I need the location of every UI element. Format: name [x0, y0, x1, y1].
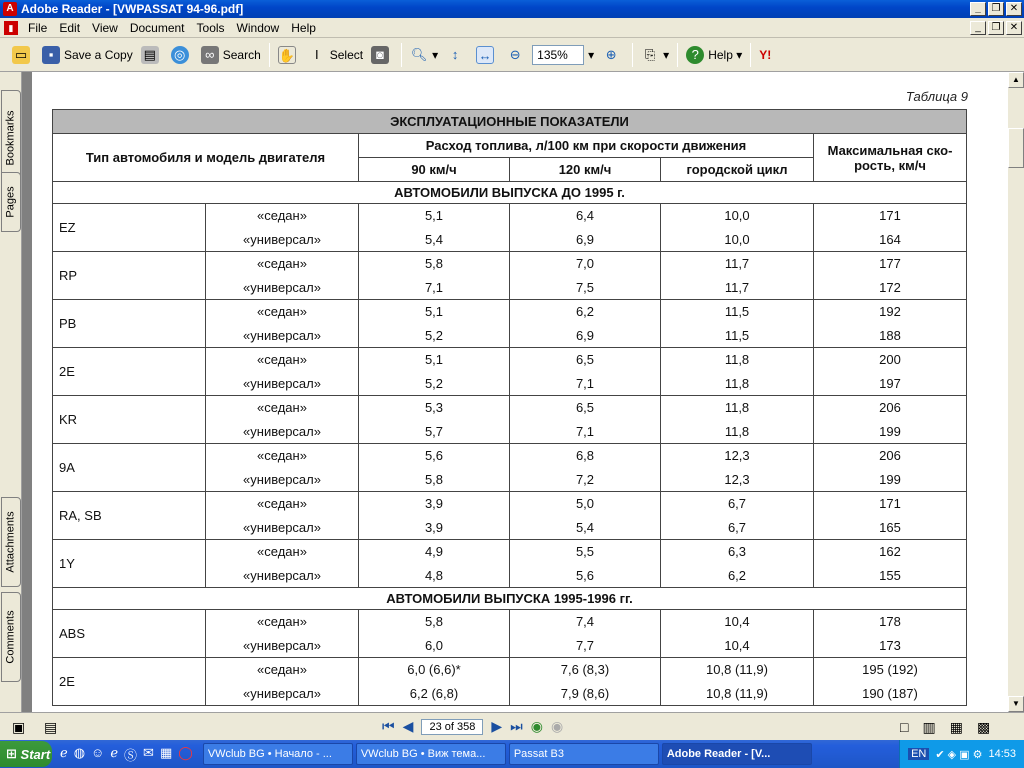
email-button[interactable]	[167, 42, 197, 68]
table-cell: 7,5	[510, 276, 661, 300]
table-cell: 195 (192)	[814, 658, 967, 682]
table-cell: 5,6	[359, 444, 510, 468]
table-cell: 10,4	[661, 634, 814, 658]
table-row	[53, 492, 967, 516]
table-row	[53, 252, 967, 276]
bookmarks-label: Bookmarks	[5, 110, 17, 166]
table-cell: 206	[814, 444, 967, 468]
table-row	[53, 444, 967, 468]
table-cell: 10,8 (11,9)	[661, 658, 814, 682]
document-view[interactable]	[22, 72, 1008, 712]
fit-width-button[interactable]	[472, 42, 502, 68]
table-cell: 5,2	[359, 372, 510, 396]
table-cell: 200	[814, 348, 967, 372]
app-icon[interactable]: ◍	[73, 744, 86, 760]
minus-circle-icon: ⊖	[509, 46, 521, 62]
menu-window[interactable]: Window	[236, 20, 280, 35]
scroll-up-button[interactable]: ▲	[1008, 72, 1024, 88]
table-cell: 162	[814, 540, 967, 564]
table-cell: 5,6	[510, 564, 661, 588]
previous-page-button[interactable]: ◀	[402, 718, 414, 734]
table-cell: 5,1	[359, 204, 510, 228]
first-page-button[interactable]: ⏮	[382, 718, 395, 734]
task-vwclub-1[interactable]	[203, 743, 353, 765]
table-cell: 10,0	[661, 204, 814, 228]
menu-file[interactable]: File	[28, 20, 48, 35]
fit-width-icon: ↔	[476, 46, 494, 64]
status-bar	[0, 712, 1024, 740]
table-cell: 6,5	[510, 348, 661, 372]
table-cell: 188	[814, 324, 967, 348]
last-page-button[interactable]: ⏭	[510, 718, 523, 734]
tab-comments[interactable]	[1, 592, 21, 682]
table-cell: 7,4	[510, 610, 661, 634]
menu-bar	[0, 18, 1024, 38]
search-label: Search	[222, 47, 261, 62]
performance-table	[52, 109, 967, 706]
body-type: «седан»	[206, 492, 359, 516]
body-type: «седан»	[206, 252, 359, 276]
engine-model: KR	[53, 396, 206, 444]
engine-model: 9A	[53, 444, 206, 492]
table-row	[53, 348, 967, 372]
globe-icon: ◎	[171, 46, 189, 64]
table-cell: 10,4	[661, 610, 814, 634]
task-passat-folder[interactable]	[509, 743, 659, 765]
table-row	[53, 610, 967, 634]
table-cell: 7,1	[510, 420, 661, 444]
task-label: VWclub BG • Начало - ...	[207, 748, 332, 760]
select-label: Select	[329, 47, 364, 62]
ie-icon[interactable]: ℯ	[60, 744, 68, 760]
engine-model: PB	[53, 300, 206, 348]
fit-height-button[interactable]	[442, 42, 472, 68]
col-header-city: городской цикл	[661, 158, 814, 182]
zoom-level-input[interactable]: 135%	[532, 45, 584, 65]
minimize-button[interactable]: _	[970, 2, 986, 16]
engine-model: RP	[53, 252, 206, 300]
table-cell: 11,5	[661, 324, 814, 348]
toolbar-separator	[632, 43, 633, 67]
help-label: Help	[708, 47, 733, 62]
table-cell: 3,9	[359, 492, 510, 516]
tab-pages[interactable]	[1, 172, 21, 232]
doc-minimize-button[interactable]: _	[970, 21, 986, 35]
doc-close-button[interactable]: ✕	[1006, 21, 1022, 35]
table-cell: 5,1	[359, 348, 510, 372]
search-button[interactable]	[197, 42, 265, 68]
table-cell: 7,9 (8,6)	[510, 682, 661, 706]
table-cell: 5,1	[359, 300, 510, 324]
page-rotate-icon: ⎘	[644, 46, 656, 62]
pdf-page	[32, 72, 1008, 712]
body-type: «универсал»	[206, 372, 359, 396]
table-cell: 192	[814, 300, 967, 324]
task-label: Adobe Reader - [V...	[666, 748, 771, 760]
browser-icon[interactable]: ℯ	[110, 744, 119, 760]
body-type: «универсал»	[206, 276, 359, 300]
table-cell: 190 (187)	[814, 682, 967, 706]
table-row	[53, 658, 967, 682]
tray-icons[interactable]: ✔ ◈ ▣ ⚙	[935, 748, 983, 761]
toolbar-separator	[677, 43, 678, 67]
table-label: Таблица 9	[905, 89, 968, 104]
table-cell: 172	[814, 276, 967, 300]
quick-launch	[60, 745, 193, 764]
text-cursor-icon: I	[314, 46, 319, 62]
col-header-90: 90 км/ч	[359, 158, 510, 182]
table-cell: 6,4	[510, 204, 661, 228]
body-type: «универсал»	[206, 564, 359, 588]
folder-icon: ▭	[12, 46, 30, 64]
opera-icon[interactable]: ◯	[178, 744, 193, 760]
table-cell: 5,8	[359, 610, 510, 634]
pages-label: Pages	[5, 186, 18, 218]
table-cell: 12,3	[661, 468, 814, 492]
taskbar	[0, 740, 1024, 768]
scroll-thumb[interactable]	[1008, 128, 1024, 168]
clock: 14:53	[988, 748, 1016, 760]
page-number-field[interactable]: 23 of 358	[421, 719, 483, 735]
task-label: Passat B3	[513, 748, 564, 760]
table-cell: 10,0	[661, 228, 814, 252]
table-cell: 6,0	[359, 634, 510, 658]
table-cell: 3,9	[359, 516, 510, 540]
engine-model: 2E	[53, 348, 206, 396]
table-cell: 11,8	[661, 420, 814, 444]
table-cell: 199	[814, 420, 967, 444]
table-cell: 6,9	[510, 228, 661, 252]
snapshot-button[interactable]	[367, 42, 397, 68]
toolbar-separator	[401, 43, 402, 67]
continuous-facing-icon[interactable]: ▩	[976, 719, 991, 735]
body-type: «седан»	[206, 444, 359, 468]
table-cell: 6,3	[661, 540, 814, 564]
title-bar	[0, 0, 1024, 18]
engine-model: RA, SB	[53, 492, 206, 540]
table-cell: 206	[814, 396, 967, 420]
attachments-label: Attachments	[5, 511, 18, 573]
table-cell: 5,4	[359, 228, 510, 252]
mail-icon[interactable]: ✉	[143, 744, 154, 760]
table-cell: 11,7	[661, 276, 814, 300]
facing-icon[interactable]: ▦	[949, 719, 963, 735]
table-cell: 11,7	[661, 252, 814, 276]
table-cell: 10,8 (11,9)	[661, 682, 814, 706]
table-cell: 165	[814, 516, 967, 540]
body-type: «универсал»	[206, 682, 359, 706]
table-cell: 11,8	[661, 348, 814, 372]
body-type: «универсал»	[206, 634, 359, 658]
table-row	[53, 396, 967, 420]
page-thumb-icon[interactable]: ▤	[44, 719, 58, 735]
body-type: «универсал»	[206, 324, 359, 348]
table-cell: 6,5	[510, 396, 661, 420]
table-cell: 11,8	[661, 372, 814, 396]
table-cell: 7,0	[510, 252, 661, 276]
single-page-icon[interactable]: □	[900, 719, 909, 735]
col-header-max: Максимальная ско-рость, км/ч	[814, 134, 967, 182]
table-cell: 155	[814, 564, 967, 588]
go-back-icon[interactable]: ◉	[530, 718, 543, 734]
start-button[interactable]	[0, 741, 52, 767]
table-cell: 6,7	[661, 516, 814, 540]
table-row	[53, 204, 967, 228]
menu-view[interactable]: View	[92, 20, 118, 35]
table-cell: 6,2 (6,8)	[359, 682, 510, 706]
table-title: ЭКСПЛУАТАЦИОННЫЕ ПОКАЗАТЕЛИ	[53, 110, 967, 134]
tab-attachments[interactable]	[1, 497, 21, 587]
body-type: «седан»	[206, 348, 359, 372]
table-cell: 6,2	[510, 300, 661, 324]
maximize-button[interactable]: ❐	[988, 2, 1004, 16]
body-type: «седан»	[206, 396, 359, 420]
table-cell: 11,8	[661, 396, 814, 420]
flag-uk-icon[interactable]: ▦	[159, 744, 173, 760]
table-cell: 178	[814, 610, 967, 634]
plus-circle-icon: ⊕	[605, 46, 617, 62]
menu-tools[interactable]: Tools	[196, 20, 225, 35]
yahoo-icon: Y!	[759, 47, 772, 62]
task-label: VWclub BG • Виж тема...	[360, 748, 486, 760]
table-cell: 5,8	[359, 252, 510, 276]
table-cell: 6,0 (6,6)*	[359, 658, 510, 682]
doc-restore-button[interactable]: ❐	[988, 21, 1004, 35]
start-label: Start	[20, 746, 51, 762]
system-tray	[899, 740, 1024, 768]
toolbar-separator	[750, 43, 751, 67]
body-type: «седан»	[206, 658, 359, 682]
table-cell: 6,2	[661, 564, 814, 588]
toolbar	[0, 38, 1024, 72]
table-row	[53, 300, 967, 324]
panel-toggle-icon[interactable]: ▣	[12, 719, 26, 735]
table-cell: 171	[814, 492, 967, 516]
help-button[interactable]: ? Help ▾	[682, 42, 746, 68]
table-cell: 6,9	[510, 324, 661, 348]
table-cell: 164	[814, 228, 967, 252]
save-copy-button[interactable]	[38, 42, 137, 68]
zoom-in-button[interactable]	[598, 42, 628, 68]
zoom-out-button[interactable]	[502, 42, 532, 68]
zoom-dropdown[interactable]: ▾	[588, 47, 595, 62]
comments-label: Comments	[5, 610, 17, 664]
windows-logo-icon: ⊞	[6, 746, 17, 761]
continuous-icon[interactable]: ▥	[922, 719, 936, 735]
body-type: «седан»	[206, 300, 359, 324]
table-row	[53, 540, 967, 564]
help-icon: ?	[686, 46, 704, 64]
table-cell: 6,7	[661, 492, 814, 516]
menu-edit[interactable]: Edit	[59, 20, 81, 35]
table-cell: 11,5	[661, 300, 814, 324]
binoculars-icon: ∞	[201, 46, 219, 64]
body-type: «универсал»	[206, 516, 359, 540]
save-copy-label: Save a Copy	[64, 47, 133, 62]
menu-document[interactable]: Document	[129, 20, 185, 35]
table-cell: 173	[814, 634, 967, 658]
hand-icon: ✋	[278, 47, 295, 63]
skype-icon[interactable]: Ⓢ	[124, 747, 138, 763]
table-cell: 4,8	[359, 564, 510, 588]
task-vwclub-2[interactable]	[356, 743, 506, 765]
table-cell: 7,7	[510, 634, 661, 658]
select-tool-button[interactable]	[304, 42, 367, 68]
table-cell: 5,5	[510, 540, 661, 564]
col-header-120: 120 км/ч	[510, 158, 661, 182]
body-type: «универсал»	[206, 420, 359, 444]
navigation-panel	[0, 72, 22, 712]
col-header-type: Тип автомобиля и модель двигателя	[53, 134, 359, 182]
print-button[interactable]	[137, 42, 167, 68]
table-cell: 5,0	[510, 492, 661, 516]
toolbar-separator	[269, 43, 270, 67]
body-type: «седан»	[206, 610, 359, 634]
section-title: АВТОМОБИЛИ ВЫПУСКА ДО 1995 г.	[53, 182, 967, 204]
body-type: «седан»	[206, 540, 359, 564]
body-type: «седан»	[206, 204, 359, 228]
rotate-button[interactable]: ⎘ ▾	[637, 42, 673, 68]
table-cell: 7,1	[510, 372, 661, 396]
table-cell: 5,2	[359, 324, 510, 348]
col-header-fuel: Расход топлива, л/100 км при скорости движения	[359, 134, 814, 158]
next-page-button[interactable]: ▶	[491, 718, 503, 734]
table-cell: 6,8	[510, 444, 661, 468]
table-cell: 171	[814, 204, 967, 228]
disk-icon: ▪	[42, 46, 60, 64]
table-cell: 5,7	[359, 420, 510, 444]
table-cell: 4,9	[359, 540, 510, 564]
table-cell: 7,2	[510, 468, 661, 492]
body-type: «универсал»	[206, 468, 359, 492]
magnifier-icon: 🔍︎	[410, 46, 428, 62]
menu-help[interactable]: Help	[291, 20, 316, 35]
table-cell: 12,3	[661, 444, 814, 468]
body-type: «универсал»	[206, 228, 359, 252]
scroll-down-button[interactable]: ▼	[1008, 696, 1024, 712]
table-cell: 5,8	[359, 468, 510, 492]
engine-model: 1Y	[53, 540, 206, 588]
go-forward-icon[interactable]: ◉	[551, 718, 564, 734]
document-icon: ▮	[4, 21, 18, 35]
table-cell: 7,1	[359, 276, 510, 300]
window-title: Adobe Reader - [VWPASSAT 94-96.pdf]	[21, 2, 244, 16]
people-icon[interactable]: ☺	[91, 744, 105, 760]
close-button[interactable]: ✕	[1006, 2, 1022, 16]
printer-icon: ▤	[141, 46, 159, 64]
adobe-reader-icon: A	[3, 2, 17, 16]
open-button[interactable]	[8, 42, 38, 68]
table-cell: 197	[814, 372, 967, 396]
yahoo-button[interactable]	[755, 42, 775, 68]
table-cell: 7,6 (8,3)	[510, 658, 661, 682]
vertical-scrollbar[interactable]	[1008, 72, 1024, 712]
engine-model: EZ	[53, 204, 206, 252]
fit-height-icon: ↕	[451, 46, 459, 62]
table-cell: 199	[814, 468, 967, 492]
table-cell: 177	[814, 252, 967, 276]
section-title: АВТОМОБИЛИ ВЫПУСКА 1995-1996 гг.	[53, 588, 967, 610]
engine-model: 2E	[53, 658, 206, 706]
table-cell: 5,4	[510, 516, 661, 540]
zoom-tool-button[interactable]: 🔍︎ ▾	[410, 46, 439, 62]
task-adobe-reader[interactable]	[662, 743, 812, 765]
camera-icon: ◙	[371, 46, 389, 64]
engine-model: ABS	[53, 610, 206, 658]
hand-tool-button[interactable]	[274, 42, 304, 68]
table-cell: 5,3	[359, 396, 510, 420]
language-indicator[interactable]: EN	[908, 748, 929, 760]
